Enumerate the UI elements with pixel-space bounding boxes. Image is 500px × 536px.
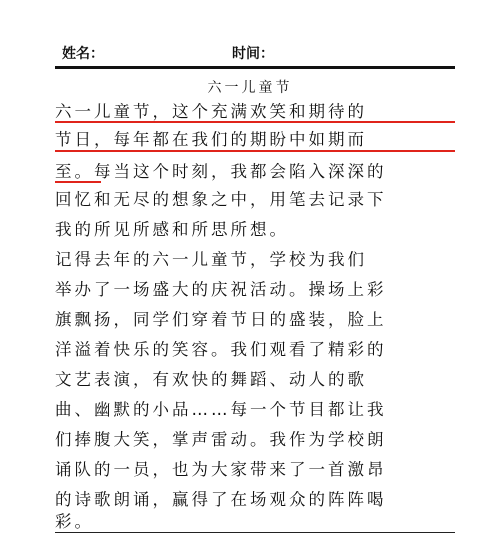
worksheet-header <box>0 44 500 64</box>
essay-title: 六一儿童节 <box>207 80 293 96</box>
essay-line: 举办了一场盛大的庆祝活动。操场上彩 <box>55 280 387 299</box>
essay-line: 记得去年的六一儿童节，学校为我们 <box>55 250 367 269</box>
essay-line: 洋溢着快乐的笑容。我们观看了精彩的 <box>55 340 387 359</box>
essay-line: 六一儿童节，这个充满欢笑和期待的 <box>55 102 367 121</box>
essay-line: 回忆和无尽的想象之中，用笔去记录下 <box>55 190 387 209</box>
essay-line: 曲、幽默的小品……每一个节目都让我 <box>55 400 387 419</box>
header-divider <box>55 66 455 69</box>
essay-line: 旗飘扬，同学们穿着节日的盛装，脸上 <box>55 310 387 329</box>
highlight-underline <box>55 121 455 123</box>
essay-line: 诵队的一员，也为大家带来了一首激昂 <box>55 460 387 479</box>
name-label: 姓名： <box>62 46 104 62</box>
bottom-divider <box>55 532 455 533</box>
essay-line: 我的所见所感和所思所想。 <box>55 220 289 239</box>
essay-line: 节日，每年都在我们的期盼中如期而 <box>55 130 367 149</box>
essay-line: 彩。 <box>55 512 94 531</box>
time-label: 时间： <box>232 46 274 62</box>
essay-line: 们捧腹大笑，掌声雷动。我作为学校朗 <box>55 430 387 449</box>
essay-line: 至。每当这个时刻，我都会陷入深深的 <box>55 162 387 181</box>
essay-line: 的诗歌朗诵，赢得了在场观众的阵阵喝 <box>55 490 387 509</box>
highlight-underline <box>55 150 455 152</box>
essay-line: 文艺表演，有欢快的舞蹈、动人的歌 <box>55 370 367 389</box>
highlight-underline <box>55 181 101 183</box>
